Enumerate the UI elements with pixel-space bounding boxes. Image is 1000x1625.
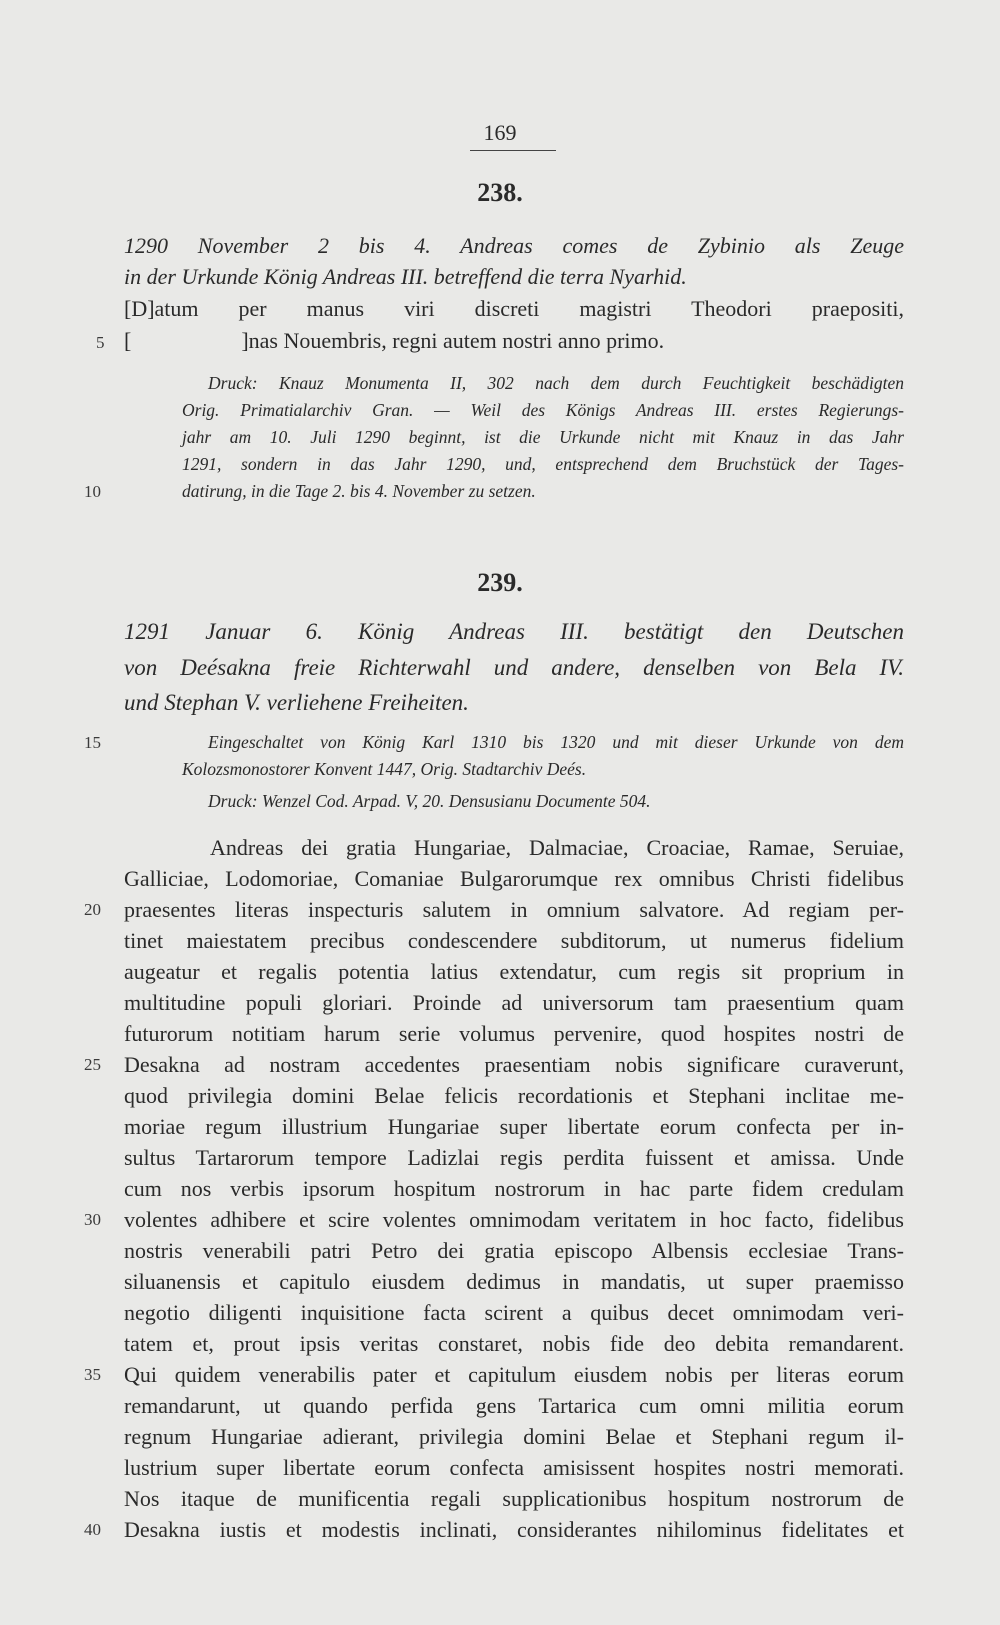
document-number-238: 238. [477,178,523,207]
text-239-line: Desakna ad nostram accedentes praesentiam nobis significare curaverunt, [124,1052,904,1077]
note-238-line: 1291, sondern in das Jahr 1290, und, entsprechend dem Bruchstück der Tages- [182,454,904,474]
note-238-line: Orig. Primatialarchiv Gran. — Weil des Königs Andreas III. erstes Regierungs- [182,400,904,420]
text-239-line: tinet maiestatem precibus condescendere subditorum, ut numerus fidelium [124,928,904,953]
text-239-line: quod privilegia domini Belae felicis recordationis et Stephani inclitae me- [124,1083,904,1108]
text-239-line: nostris venerabili patri Petro dei gratia episcopo Albensis ecclesiae Trans- [124,1238,904,1263]
document-number-239: 239. [477,568,523,597]
text-239-line: tatem et, prout ipsis veritas constaret, nobis fide deo debita remandarent. [124,1331,904,1356]
text-239-line: moriae regum illustrium Hungariae super libertate eorum confecta per in- [124,1114,904,1139]
text-239-line: Nos itaque de munificentia regali supplicationibus hospitum nostrorum de [124,1486,904,1511]
heading-238-line: in der Urkunde König Andreas III. betreffend die terra Nyarhid. [124,264,687,289]
line-number: 10 [84,482,101,501]
note-239-line: Kolozsmonostorer Konvent 1447, Orig. Stadtarchiv Deés. [182,759,587,779]
text-239-line: augeatur et regalis potentia latius extendatur, cum regis sit proprium in [124,959,904,984]
note-238-line: Druck: Knauz Monumenta II, 302 nach dem durch Feuchtigkeit beschädigten [208,373,904,393]
line-number: 30 [84,1210,101,1229]
text-238-line: [ ]nas Nouembris, regni autem nostri anno primo. [124,328,665,353]
text-239-line: Qui quidem venerabilis pater et capitulum eiusdem nobis per literas eorum [124,1362,904,1387]
header-rule [470,150,556,151]
text-239-line: regnum Hungariae adierant, privilegia domini Belae et Stephani regum il- [124,1424,904,1449]
text-239-line: siluanensis et capitulo eiusdem dedimus in mandatis, ut super praemisso [124,1269,904,1294]
heading-239-line: von Deésakna freie Richterwahl und andere, denselben von Bela IV. [124,655,904,680]
text-239-line: lustrium super libertate eorum confecta amisissent hospites nostri memorati. [124,1455,904,1480]
line-number: 15 [84,733,101,752]
heading-239-line: und Stephan V. verliehene Freiheiten. [124,690,469,715]
text-239-line: Galliciae, Lodomoriae, Comaniae Bulgarorumque rex omnibus Christi fidelibus [124,866,904,891]
note-239-line: Eingeschaltet von König Karl 1310 bis 1320 und mit dieser Urkunde von dem [208,732,904,752]
note-239-line: Druck: Wenzel Cod. Arpad. V, 20. Densusianu Documente 504. [208,791,651,811]
text-238-line: [D]atum per manus viri discreti magistri Theodori praepositi, [124,296,904,321]
text-239-line: Desakna iustis et modestis inclinati, considerantes nihilominus fidelitates et [124,1517,904,1542]
text-239-line: negotio diligenti inquisitione facta scirent a quibus decet omnimodam veri- [124,1300,904,1325]
text-239-line: sultus Tartarorum tempore Ladizlai regis perdita fuissent et amissa. Unde [124,1145,904,1170]
page-number: 169 [483,120,517,145]
text-239-line: cum nos verbis ipsorum hospitum nostrorum in hac parte fidem credulam [124,1176,904,1201]
text-239-line: Andreas dei gratia Hungariae, Dalmaciae, Croaciae, Ramae, Seruiae, [210,835,904,860]
line-number: 35 [84,1365,101,1384]
text-239-line: volentes adhibere et scire volentes omnimodam veritatem in hoc facto, fidelibus [124,1207,904,1232]
line-number: 25 [84,1055,101,1074]
text-239-line: futurorum notitiam harum serie volumus pervenire, quod hospites nostri de [124,1021,904,1046]
text-239-line: remandarunt, ut quando perfida gens Tartarica cum omni militia eorum [124,1393,904,1418]
note-238-line: jahr am 10. Juli 1290 beginnt, ist die Urkunde nicht mit Knauz in das Jahr [182,427,904,447]
heading-239-line: 1291 Januar 6. König Andreas III. bestätigt den Deutschen [124,619,904,644]
line-number: 40 [84,1520,101,1539]
note-238-line: datirung, in die Tage 2. bis 4. November zu setzen. [182,481,536,501]
line-number: 20 [84,900,101,919]
line-number: 5 [96,333,105,352]
text-239-line: praesentes literas inspecturis salutem in omnium salvatore. Ad regiam per- [124,897,904,922]
text-239-line: multitudine populi gloriari. Proinde ad universorum tam praesentium quam [124,990,904,1015]
heading-238-line: 1290 November 2 bis 4. Andreas comes de Zybinio als Zeuge [124,233,904,258]
